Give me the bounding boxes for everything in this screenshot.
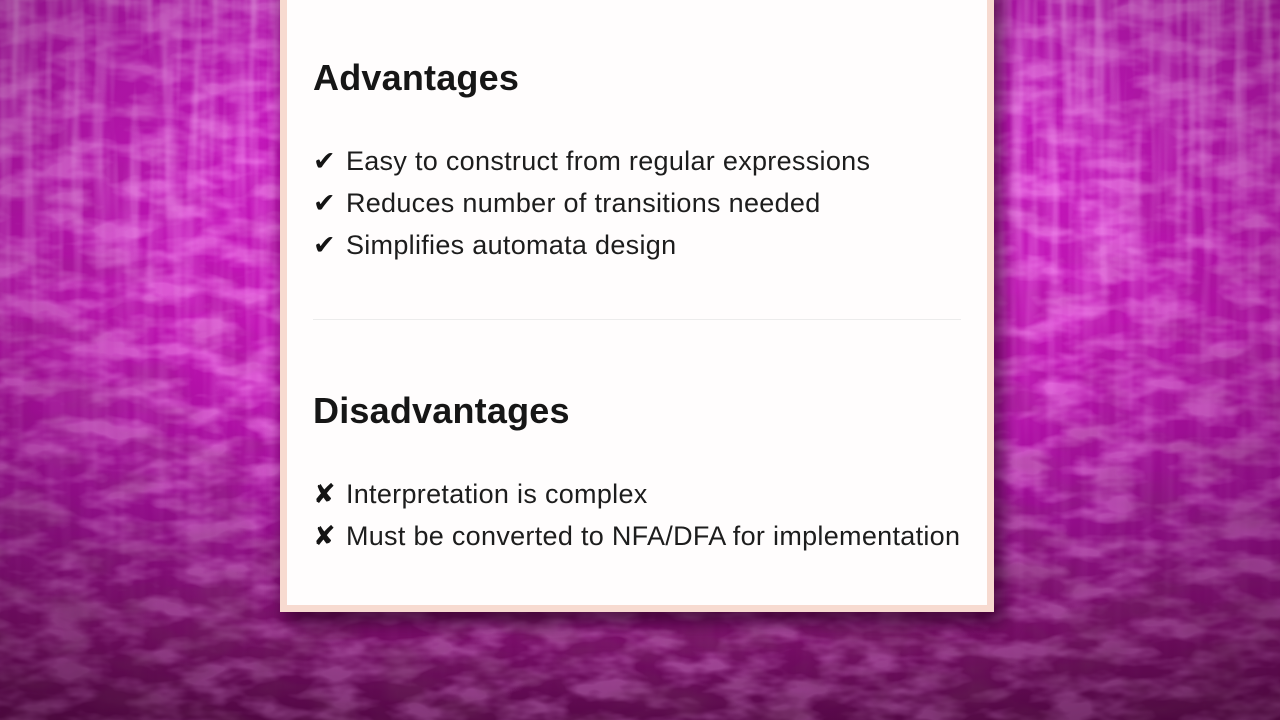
advantage-text: Easy to construct from regular expressions	[345, 146, 871, 176]
list-item	[313, 182, 961, 224]
section-divider	[313, 319, 961, 320]
disadvantage-text: Must be converted to NFA/DFA for implementation	[345, 521, 961, 551]
list-item	[313, 515, 961, 557]
check-icon: ✔	[313, 146, 336, 176]
disadvantage-text: Interpretation is complex	[345, 479, 648, 509]
disadvantages-heading: Disadvantages	[313, 390, 570, 431]
cross-icon: ✘	[313, 521, 336, 551]
advantages-heading: Advantages	[313, 57, 520, 98]
advantage-text: Simplifies automata design	[345, 230, 677, 260]
disadvantages-list	[313, 473, 961, 557]
check-icon: ✔	[313, 188, 336, 218]
list-item	[313, 140, 961, 182]
list-item	[313, 224, 961, 266]
advantage-text: Reduces number of transitions needed	[345, 188, 821, 218]
slide-card	[280, 0, 994, 612]
check-icon: ✔	[313, 230, 336, 260]
list-item	[313, 473, 961, 515]
advantages-list	[313, 140, 961, 266]
cross-icon: ✘	[313, 479, 336, 509]
